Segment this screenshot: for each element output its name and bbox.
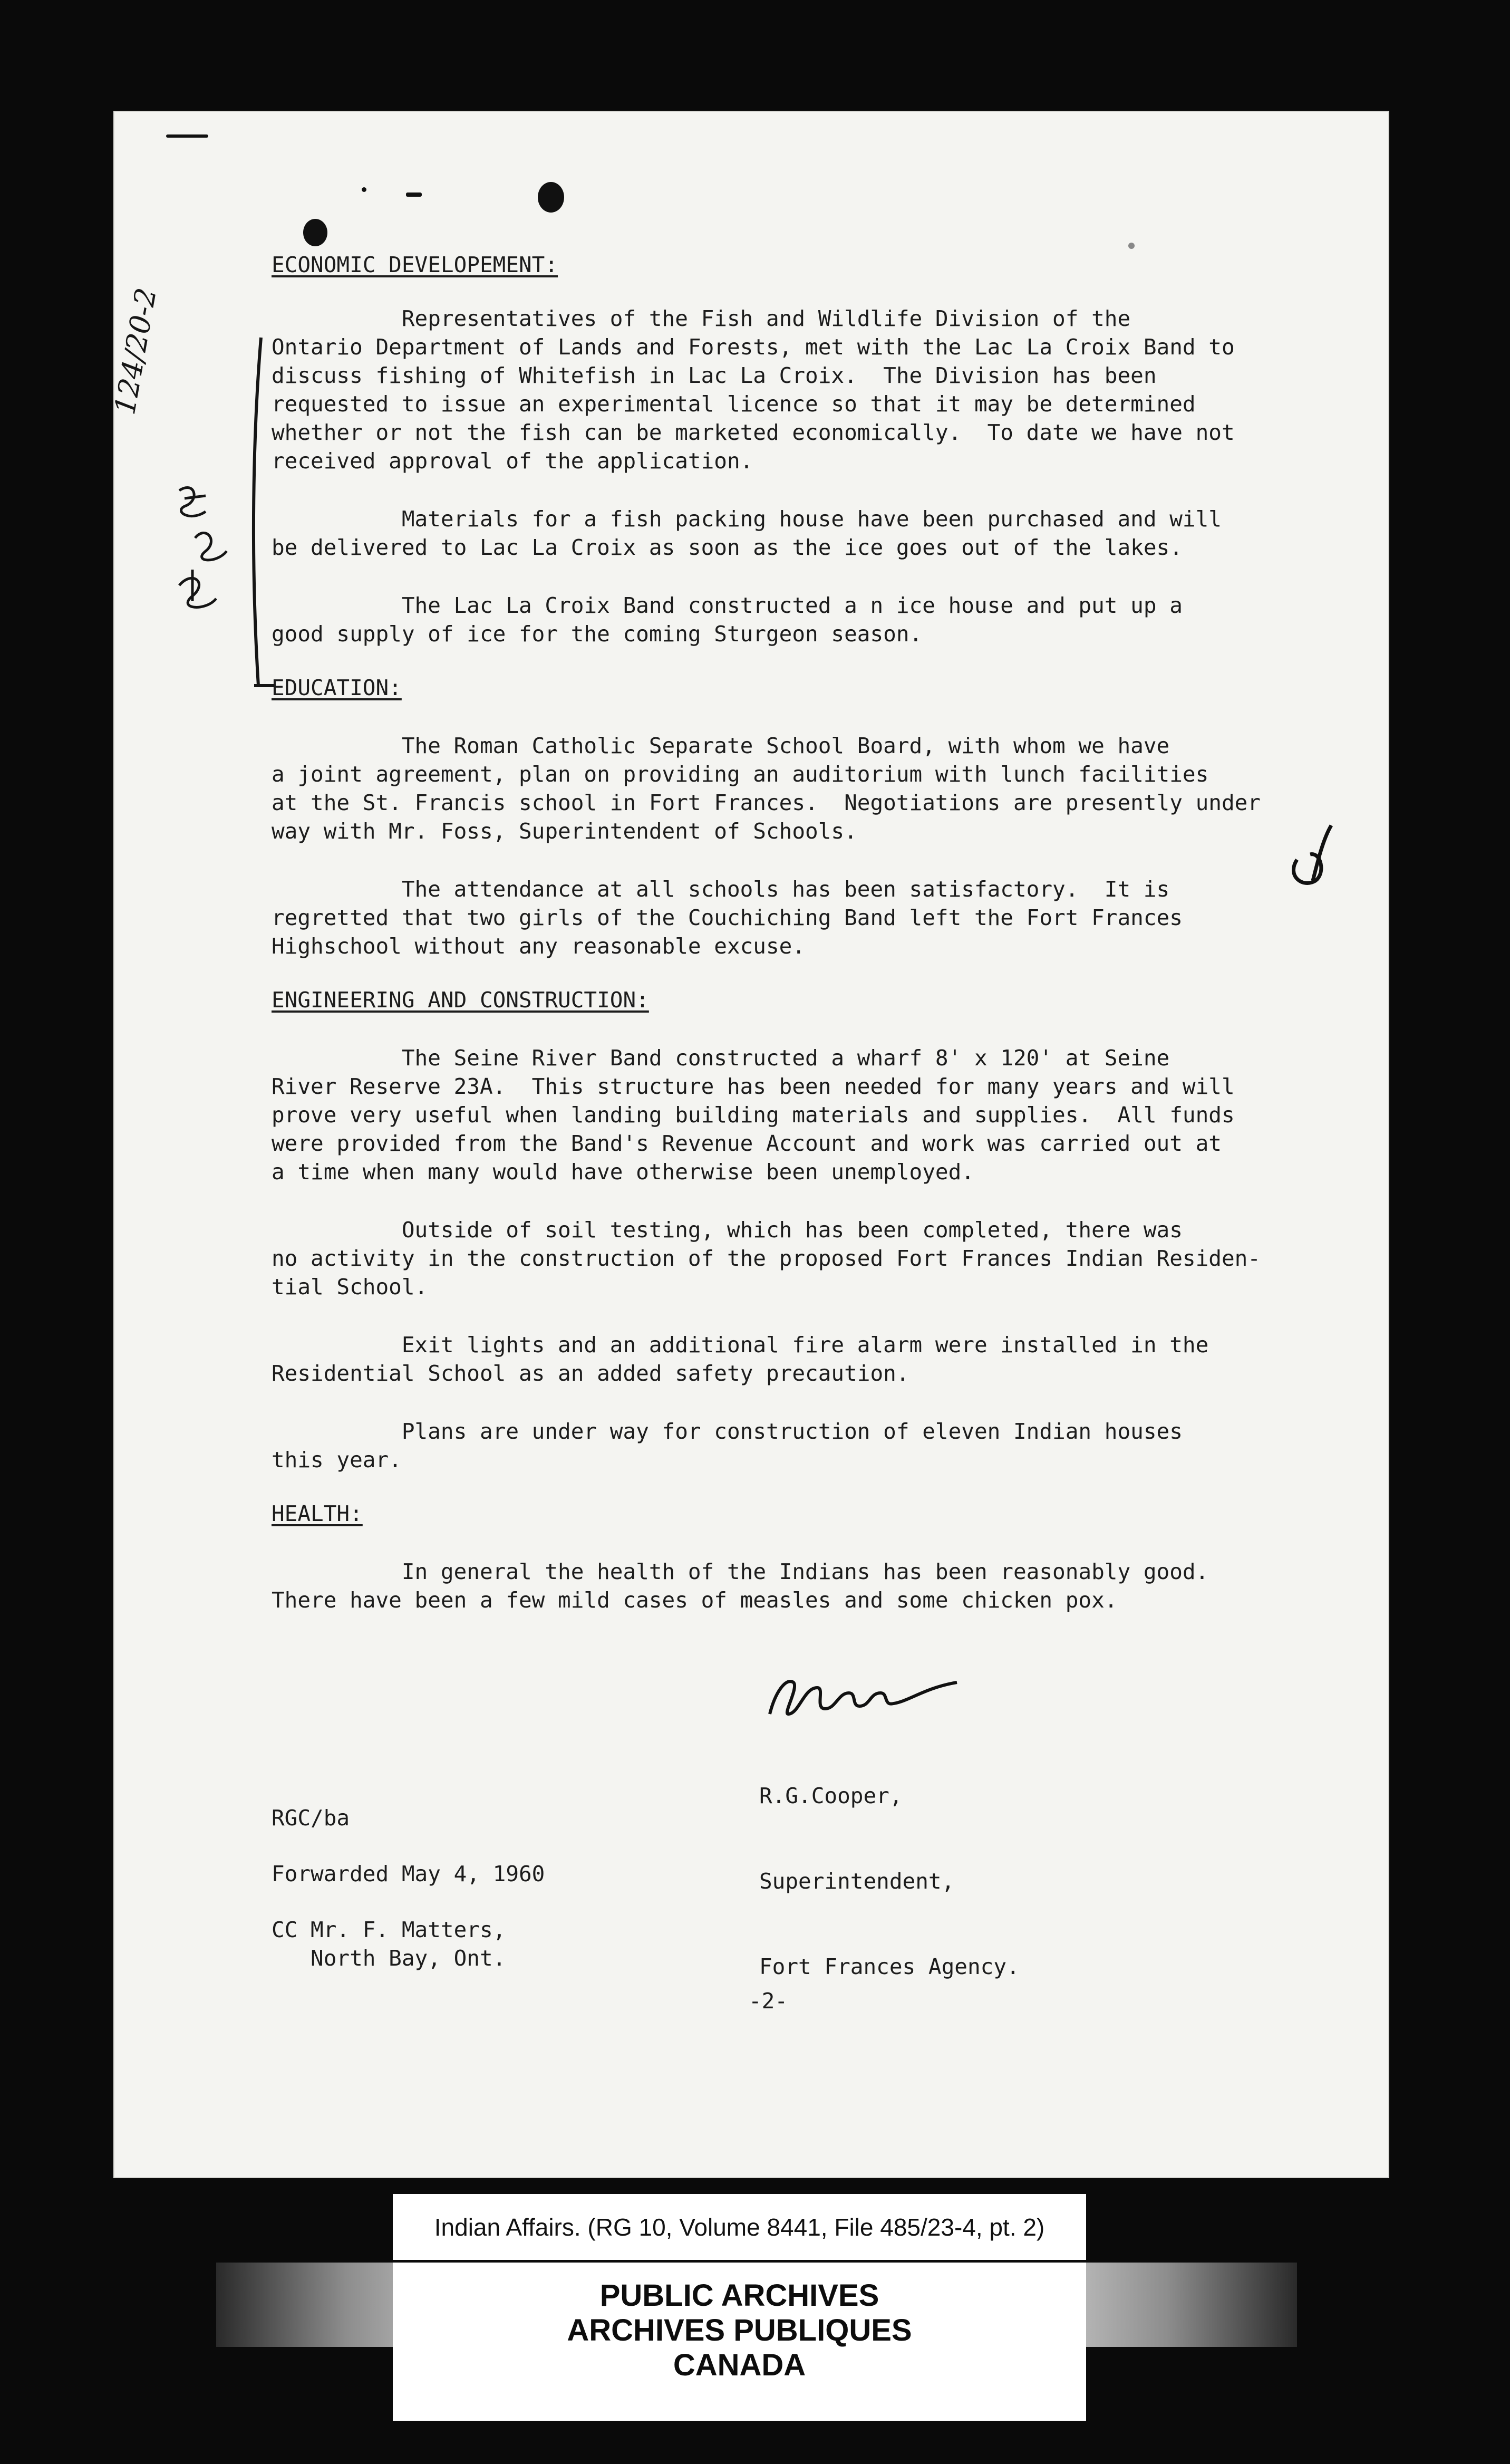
paragraph: Exit lights and an additional fire alarm were installed in the Residential School as an added safety precaution. (272, 1332, 1209, 1386)
cc-recipient: CC Mr. F. Matters, (272, 1917, 506, 1942)
ink-speck (406, 192, 422, 197)
ink-blot (303, 219, 327, 246)
stamp-line: PUBLIC ARCHIVES (599, 2278, 879, 2313)
signatory-office: Fort Frances Agency. (759, 1954, 1020, 1979)
signature-block (759, 1725, 1020, 2009)
section-heading: ECONOMIC DEVELOPEMENT: (272, 252, 558, 277)
paragraph: Plans are under way for construction of eleven Indian houses this year. (272, 1419, 1183, 1472)
section-heading: EDUCATION: (272, 675, 402, 700)
page-number: -2- (749, 1988, 788, 2014)
paragraph: Representatives of the Fish and Wildlife Division of the Ontario Department of Lands and Forests, met with the Lac La Croix Band to discuss fishing of Whitefish in Lac La Croix. The Division has been requested to issue an experimental licence so that it may be determined whether or not the fish can be marketed economically. To date we have not received approval of the application. (272, 306, 1235, 474)
typist-initials: RGC/ba (272, 1805, 350, 1831)
paragraph: The Roman Catholic Separate School Board, with whom we have a joint agreement, plan on providing an auditorium with lunch facilities at the St. Francis school in Fort Frances. Negotiations are presently under way with Mr. Foss, Superintendent of Schools. (272, 733, 1261, 844)
document-footer (272, 1804, 545, 1972)
ink-speck (362, 187, 366, 192)
stamp-line: ARCHIVES PUBLIQUES (567, 2313, 912, 2347)
ink-speck (166, 134, 208, 138)
ink-speck (1128, 243, 1135, 249)
paragraph: The Seine River Band constructed a wharf 8' x 120' at Seine River Reserve 23A. This structure has been needed for many years and will prove very useful when landing building materials and supplies. All funds were provided from the Band's Revenue Account and work was carried out at a time when many would have otherwise been unemployed. (272, 1045, 1235, 1185)
signatory-name: R.G.Cooper, (759, 1783, 903, 1808)
paragraph: Materials for a fish packing house have been purchased and will be delivered to Lac La Croix as soon as the ice goes out of the lakes. (272, 506, 1222, 560)
section-heading: ENGINEERING AND CONSTRUCTION: (272, 987, 649, 1013)
margin-file-number: 124/20-2 (108, 285, 163, 417)
archive-stamp (393, 2263, 1086, 2421)
stamp-line: CANADA (673, 2348, 806, 2382)
document-body (272, 251, 1431, 1614)
section-heading: HEALTH: (272, 1501, 363, 1526)
paragraph: In general the health of the Indians has been reasonably good. There have been a few mild cases of measles and some chicken pox. (272, 1559, 1209, 1613)
paragraph: Outside of soil testing, which has been completed, there was no activity in the construction of the proposed Fort Frances Indian Residen- tial School. (272, 1217, 1261, 1300)
signatory-title: Superintendent, (759, 1869, 955, 1894)
cc-address: North Bay, Ont. (272, 1946, 506, 1971)
ink-blot (538, 182, 564, 213)
paragraph: The Lac La Croix Band constructed a n ice house and put up a good supply of ice for the coming Sturgeon season. (272, 593, 1183, 647)
archive-citation: Indian Affairs. (RG 10, Volume 8441, File 485/23-4, pt. 2) (393, 2194, 1086, 2260)
paragraph: The attendance at all schools has been satisfactory. It is regretted that two girls of the Couchiching Band left the Fort Frances Highschool without any reasonable excuse. (272, 877, 1183, 959)
forwarded-date: Forwarded May 4, 1960 (272, 1861, 545, 1886)
